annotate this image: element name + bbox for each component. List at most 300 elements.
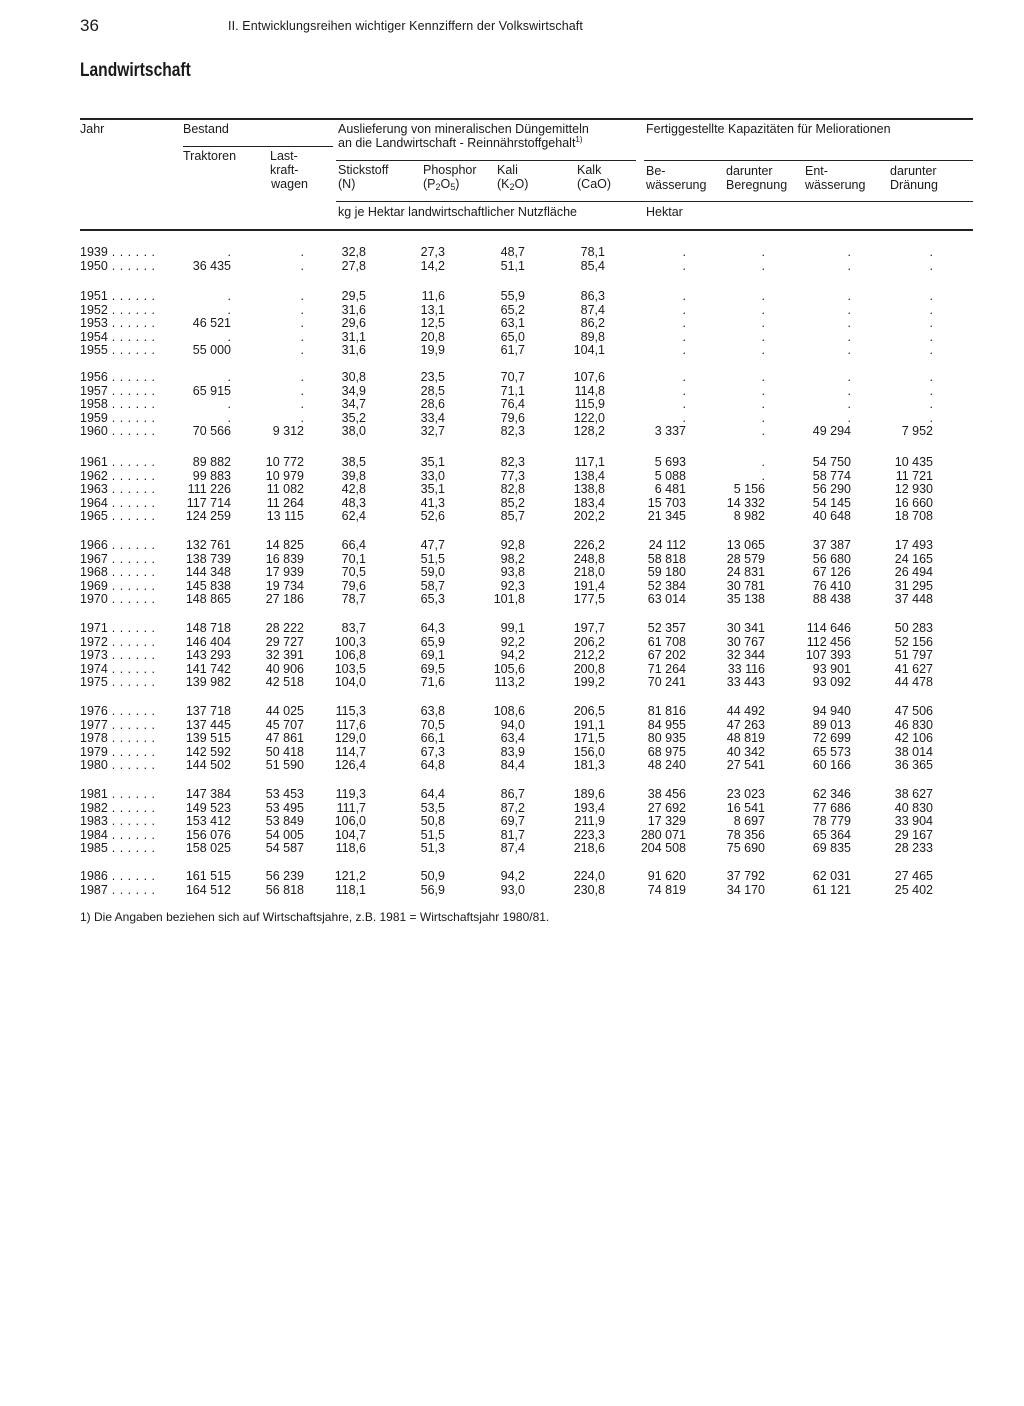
cell-draenung: 38 014 [894, 744, 933, 759]
cell-beregnung: . [761, 343, 765, 358]
cell-stickstoff: 29,6 [341, 316, 366, 331]
cell-entwaesserung: . [847, 245, 851, 259]
cell-draenung: 44 478 [894, 675, 933, 690]
row-year: 1983 . . . [80, 814, 158, 828]
row-year: 1987 . . . [80, 883, 158, 897]
cell-stickstoff: 100,3 [334, 634, 366, 649]
cell-kali: 51,1 [500, 258, 525, 273]
cell-stickstoff: 70,1 [341, 551, 366, 566]
cell-kali: 101,8 [493, 592, 525, 607]
cell-kalk: 89,8 [580, 329, 605, 344]
cell-lastkraftwagen: 17 939 [265, 565, 304, 580]
cell-beregnung: 44 492 [726, 704, 765, 718]
cell-traktoren: 147 384 [185, 787, 231, 801]
cell-bewaesserung: . [682, 343, 686, 358]
cell-kalk: 114,8 [574, 383, 605, 398]
cell-entwaesserung: 49 294 [812, 424, 851, 439]
cell-stickstoff: 118,1 [335, 882, 366, 897]
cell-traktoren: 143 293 [185, 648, 231, 663]
cell-kali: 94,0 [500, 717, 525, 732]
cell-kalk: 197,7 [573, 621, 605, 635]
cell-lastkraftwagen: 50 418 [265, 744, 304, 759]
table-row [0, 662, 1024, 676]
unit-duenger: kg je Hektar landwirtschaftlicher Nutzfläche [338, 205, 577, 219]
table-row [0, 565, 1024, 579]
phosphor-sym-a: (P [423, 177, 436, 191]
cell-entwaesserung: 65 573 [812, 744, 851, 759]
row-year: 1968 . . . [80, 565, 158, 579]
cell-bewaesserung: 52 357 [647, 621, 686, 635]
cell-kali: 93,0 [500, 882, 525, 897]
cell-bewaesserung: 81 816 [647, 704, 686, 718]
section-title: Landwirtschaft [80, 60, 191, 81]
cell-kali: 82,3 [500, 424, 525, 439]
table-row [0, 592, 1024, 606]
row-year: 1954 . . . [80, 330, 158, 344]
cell-kali: 69,7 [500, 814, 525, 829]
cell-draenung: . [929, 245, 933, 259]
duenger-rule [336, 160, 636, 161]
row-year: 1985 . . . [80, 841, 158, 855]
cell-traktoren: 139 982 [185, 675, 231, 690]
phosphor-sym-b: O [440, 177, 451, 191]
cell-traktoren: 99 883 [192, 468, 231, 483]
cell-draenung: 38 627 [894, 787, 933, 801]
cell-bewaesserung: 52 384 [647, 578, 686, 593]
cell-entwaesserung: 40 648 [812, 509, 851, 524]
cell-phosphor: 11,6 [421, 289, 445, 303]
cell-entwaesserung: 78 779 [812, 814, 851, 829]
cell-bewaesserung: 204 508 [640, 841, 686, 856]
bewaesserung-line-1: Be- [646, 164, 666, 178]
stickstoff-label: Stickstoff [338, 163, 389, 177]
cell-phosphor: 35,1 [420, 455, 445, 469]
cell-lastkraftwagen: 56 818 [265, 882, 304, 897]
cell-lastkraftwagen: . [300, 245, 304, 259]
cell-traktoren: 141 742 [185, 661, 231, 676]
cell-beregnung: . [761, 410, 765, 425]
cell-beregnung: . [761, 468, 765, 483]
cell-draenung: 31 295 [894, 578, 933, 593]
cell-draenung: 12 930 [894, 482, 933, 497]
cell-phosphor: 70,5 [420, 717, 445, 732]
col-head-draenung [890, 164, 938, 192]
cell-stickstoff: 103,5 [334, 661, 366, 676]
cell-stickstoff: 83,7 [341, 621, 366, 635]
table-row [0, 538, 1024, 552]
cell-kali: 94,2 [500, 869, 525, 883]
cell-bewaesserung: 21 345 [647, 509, 686, 524]
cell-traktoren: . [227, 289, 231, 303]
cell-traktoren: 117 714 [186, 495, 231, 510]
cell-kalk: 78,1 [580, 245, 605, 259]
cell-kali: 48,7 [500, 245, 525, 259]
row-year: 1978 . . . [80, 731, 158, 745]
cell-traktoren: 89 882 [192, 455, 231, 469]
col-head-lastkraftwagen [250, 149, 308, 191]
cell-entwaesserung: . [847, 370, 851, 384]
table-row [0, 343, 1024, 357]
cell-kalk: 211,9 [574, 814, 605, 829]
cell-phosphor: 64,3 [420, 621, 445, 635]
cell-kalk: 107,6 [573, 370, 605, 384]
cell-kalk: 206,5 [573, 704, 605, 718]
cell-traktoren: 111 226 [187, 482, 231, 497]
cell-beregnung: . [761, 370, 765, 384]
kali-label: Kali [497, 163, 518, 177]
cell-lastkraftwagen: 53 849 [265, 814, 304, 829]
cell-traktoren: 142 592 [185, 744, 231, 759]
row-year: 1970 . . . [80, 592, 158, 606]
cell-beregnung: . [761, 383, 765, 398]
cell-entwaesserung: . [847, 383, 851, 398]
cell-lastkraftwagen: 29 727 [265, 634, 304, 649]
cell-beregnung: 30 341 [726, 621, 765, 635]
cell-entwaesserung: 114 646 [806, 621, 851, 635]
stickstoff-symbol: (N) [338, 177, 356, 191]
row-year: 1956 . . . [80, 370, 158, 384]
cell-kalk: 202,2 [573, 509, 605, 524]
cell-entwaesserung: . [847, 258, 851, 273]
cell-beregnung: 8 697 [733, 814, 765, 829]
row-year: 1960 . . . [80, 424, 158, 438]
table-row [0, 828, 1024, 842]
cell-beregnung: . [761, 455, 765, 469]
beregnung-line-1: darunter [726, 164, 773, 178]
cell-traktoren: 138 739 [185, 551, 231, 566]
cell-lastkraftwagen: 32 391 [265, 648, 304, 663]
row-year: 1962 . . . [80, 469, 158, 483]
cell-bewaesserung: 48 240 [647, 758, 686, 773]
cell-stickstoff: 39,8 [341, 468, 366, 483]
cell-bewaesserung: 15 703 [647, 495, 686, 510]
cell-stickstoff: 31,6 [341, 302, 366, 317]
cell-beregnung: 23 023 [726, 787, 765, 801]
cell-lastkraftwagen: 56 239 [265, 869, 304, 883]
cell-draenung: 46 830 [894, 717, 933, 732]
table-row [0, 841, 1024, 855]
cell-entwaesserung: 61 121 [812, 882, 851, 897]
cell-draenung: . [929, 258, 933, 273]
cell-traktoren: 132 761 [185, 538, 231, 552]
cell-kali: 94,2 [500, 648, 525, 663]
cell-lastkraftwagen: 9 312 [272, 424, 304, 439]
cell-stickstoff: 29,5 [341, 289, 366, 303]
cell-traktoren: 124 259 [185, 509, 231, 524]
cell-lastkraftwagen: 27 186 [265, 592, 304, 607]
table-row [0, 482, 1024, 496]
row-year: 1966 . . . [80, 538, 158, 552]
phosphor-label: Phosphor [423, 163, 477, 177]
cell-stickstoff: 78,7 [341, 592, 366, 607]
cell-draenung: . [929, 383, 933, 398]
table-row [0, 869, 1024, 883]
cell-kalk: 115,9 [574, 397, 605, 412]
cell-kali: 85,7 [500, 509, 525, 524]
cell-bewaesserung: 5 088 [654, 468, 686, 483]
table-row [0, 758, 1024, 772]
row-year: 1982 . . . [80, 801, 158, 815]
row-year: 1986 . . . [80, 869, 158, 883]
cell-bewaesserung: 6 481 [654, 482, 686, 497]
row-year: 1984 . . . [80, 828, 158, 842]
cell-phosphor: 50,9 [420, 869, 445, 883]
table-row [0, 469, 1024, 483]
col-head-beregnung [726, 164, 787, 192]
table-row [0, 635, 1024, 649]
cell-bewaesserung: . [682, 245, 686, 259]
cell-kalk: 181,3 [573, 758, 605, 773]
cell-beregnung: 48 819 [726, 731, 765, 746]
row-year: 1963 . . . [80, 482, 158, 496]
cell-kalk: 226,2 [573, 538, 605, 552]
cell-kali: 105,6 [493, 661, 525, 676]
cell-draenung: 33 904 [894, 814, 933, 829]
cell-lastkraftwagen: 45 707 [265, 717, 304, 732]
col-head-bestand: Bestand [183, 122, 229, 136]
cell-beregnung: 27 541 [726, 758, 765, 773]
cell-beregnung: . [761, 245, 765, 259]
kali-symbol [497, 177, 528, 191]
cell-phosphor: 28,5 [420, 383, 445, 398]
cell-traktoren: . [227, 410, 231, 425]
cell-kalk: 206,2 [573, 634, 605, 649]
cell-draenung: . [929, 370, 933, 384]
cell-beregnung: . [761, 316, 765, 331]
cell-beregnung: 13 065 [726, 538, 765, 552]
lastkraftwagen-line-1: Last- [270, 149, 298, 163]
cell-stickstoff: 31,1 [341, 329, 366, 344]
cell-beregnung: 75 690 [726, 841, 765, 856]
cell-phosphor: 63,8 [420, 704, 445, 718]
cell-entwaesserung: 60 166 [812, 758, 851, 773]
col-head-traktoren: Traktoren [183, 149, 237, 163]
col-head-jahr: Jahr [80, 122, 105, 136]
cell-phosphor: 69,1 [420, 648, 445, 663]
cell-beregnung: 35 138 [726, 592, 765, 607]
cell-phosphor: 65,3 [420, 592, 445, 607]
table-row [0, 704, 1024, 718]
table-row [0, 814, 1024, 828]
cell-kali: 81,7 [500, 827, 525, 842]
lastkraftwagen-line-3: wagen [271, 177, 308, 191]
cell-traktoren: 144 502 [185, 758, 231, 773]
cell-draenung: 37 448 [894, 592, 933, 607]
cell-lastkraftwagen: 11 082 [266, 482, 304, 497]
lastkraftwagen-line-2: kraft- [270, 163, 299, 177]
row-year: 1974 . . . [80, 662, 158, 676]
cell-beregnung: 30 781 [726, 578, 765, 593]
cell-stickstoff: 62,4 [341, 509, 366, 524]
cell-lastkraftwagen: 53 453 [265, 787, 304, 801]
cell-entwaesserung: 56 290 [812, 482, 851, 497]
table-row [0, 648, 1024, 662]
cell-bewaesserung: 61 708 [647, 634, 686, 649]
cell-beregnung: 24 831 [726, 565, 765, 580]
cell-phosphor: 32,7 [420, 424, 445, 439]
cell-kali: 85,2 [500, 495, 525, 510]
cell-beregnung: 33 116 [727, 661, 765, 676]
cell-traktoren: 137 718 [185, 704, 231, 718]
cell-phosphor: 23,5 [420, 370, 445, 384]
cell-beregnung: 40 342 [726, 744, 765, 759]
table-row [0, 455, 1024, 469]
cell-beregnung: 16 541 [726, 800, 765, 815]
cell-kalk: 191,1 [573, 717, 605, 732]
table-row [0, 731, 1024, 745]
cell-traktoren: . [227, 397, 231, 412]
cell-draenung: 41 627 [894, 661, 933, 676]
cell-bewaesserung: . [682, 329, 686, 344]
cell-traktoren: 148 865 [185, 592, 231, 607]
cell-beregnung: 33 443 [726, 675, 765, 690]
cell-draenung: . [929, 329, 933, 344]
table-row [0, 316, 1024, 330]
cell-traktoren: 55 000 [192, 343, 231, 358]
cell-lastkraftwagen: 10 772 [265, 455, 304, 469]
cell-draenung: 17 493 [894, 538, 933, 552]
cell-beregnung: . [761, 258, 765, 273]
cell-bewaesserung: 84 955 [647, 717, 686, 732]
table-row [0, 496, 1024, 510]
row-year: 1958 . . . [80, 397, 158, 411]
row-year: 1961 . . . [80, 455, 158, 469]
cell-bewaesserung: 74 819 [647, 882, 686, 897]
cell-draenung: 40 830 [894, 800, 933, 815]
cell-kali: 63,4 [500, 731, 525, 746]
cell-phosphor: 64,8 [420, 758, 445, 773]
cell-kali: 79,6 [500, 410, 525, 425]
cell-kali: 86,7 [500, 787, 525, 801]
cell-lastkraftwagen: . [300, 410, 304, 425]
cell-stickstoff: 121,2 [334, 869, 366, 883]
cell-traktoren: 156 076 [185, 827, 231, 842]
cell-entwaesserung: 62 346 [812, 787, 851, 801]
cell-traktoren: 145 838 [185, 578, 231, 593]
cell-kali: 83,9 [500, 744, 525, 759]
cell-bewaesserung: . [682, 370, 686, 384]
cell-kali: 92,2 [500, 634, 525, 649]
cell-kali: 99,1 [500, 621, 525, 635]
cell-phosphor: 19,9 [420, 343, 445, 358]
cell-entwaesserung: 69 835 [812, 841, 851, 856]
cell-lastkraftwagen: . [300, 343, 304, 358]
table-row [0, 621, 1024, 635]
cell-draenung: . [929, 343, 933, 358]
cell-bewaesserung: . [682, 289, 686, 303]
cell-phosphor: 66,1 [420, 731, 445, 746]
table-row [0, 745, 1024, 759]
cell-kali: 92,8 [500, 538, 525, 552]
cell-entwaesserung: 76 410 [812, 578, 851, 593]
cell-draenung: 50 283 [894, 621, 933, 635]
cell-phosphor: 69,5 [420, 661, 445, 676]
cell-kali: 98,2 [500, 551, 525, 566]
cell-bewaesserung: 91 620 [647, 869, 686, 883]
draenung-line-2: Dränung [890, 178, 938, 192]
cell-traktoren: 164 512 [185, 882, 231, 897]
cell-traktoren: 65 915 [192, 383, 231, 398]
cell-bewaesserung: . [682, 258, 686, 273]
cell-traktoren: 137 445 [185, 717, 231, 732]
cell-kalk: 117,1 [574, 455, 605, 469]
cell-phosphor: 51,3 [420, 841, 445, 856]
cell-phosphor: 35,1 [420, 482, 445, 497]
cell-entwaesserung: . [847, 316, 851, 331]
cell-lastkraftwagen: . [300, 370, 304, 384]
cell-kali: 65,2 [500, 302, 525, 317]
table-top-rule [80, 118, 973, 120]
cell-stickstoff: 106,8 [334, 648, 366, 663]
cell-beregnung: . [761, 302, 765, 317]
cell-lastkraftwagen: . [300, 258, 304, 273]
cell-stickstoff: 66,4 [341, 538, 366, 552]
cell-stickstoff: 42,8 [341, 482, 366, 497]
cell-bewaesserung: 71 264 [647, 661, 686, 676]
kali-sym-a: (K [497, 177, 510, 191]
unit-rule [336, 201, 973, 202]
cell-draenung: 18 708 [894, 509, 933, 524]
page-number: 36 [80, 16, 99, 35]
cell-entwaesserung: 93 092 [812, 675, 851, 690]
cell-beregnung: 30 767 [726, 634, 765, 649]
cell-traktoren: 146 404 [185, 634, 231, 649]
cell-kali: 77,3 [500, 468, 525, 483]
row-year: 1967 . . . [80, 552, 158, 566]
table-row [0, 509, 1024, 523]
cell-stickstoff: 48,3 [341, 495, 366, 510]
cell-beregnung: 34 170 [726, 882, 765, 897]
cell-entwaesserung: . [847, 302, 851, 317]
cell-entwaesserung: 88 438 [812, 592, 851, 607]
cell-entwaesserung: 94 940 [812, 704, 851, 718]
row-year: 1972 . . . [80, 635, 158, 649]
cell-entwaesserung: . [847, 343, 851, 358]
cell-lastkraftwagen: . [300, 397, 304, 412]
row-year: 1959 . . . [80, 411, 158, 425]
cell-kalk: 122,0 [573, 410, 605, 425]
cell-lastkraftwagen: . [300, 289, 304, 303]
cell-phosphor: 56,9 [420, 882, 445, 897]
cell-draenung: 27 465 [894, 869, 933, 883]
cell-traktoren: 149 523 [185, 800, 231, 815]
cell-stickstoff: 70,5 [341, 565, 366, 580]
cell-stickstoff: 126,4 [334, 758, 366, 773]
cell-draenung: . [929, 410, 933, 425]
cell-draenung: 11 721 [895, 468, 933, 483]
cell-traktoren: 161 515 [185, 869, 231, 883]
cell-stickstoff: 32,8 [341, 245, 366, 259]
cell-beregnung: 5 156 [733, 482, 765, 497]
cell-traktoren: . [227, 329, 231, 344]
cell-draenung: 47 506 [894, 704, 933, 718]
cell-lastkraftwagen: 14 825 [265, 538, 304, 552]
cell-lastkraftwagen: 19 734 [265, 578, 304, 593]
entwaesserung-line-2: wässerung [805, 178, 866, 192]
cell-bewaesserung: 63 014 [647, 592, 686, 607]
cell-entwaesserung: 54 750 [812, 455, 851, 469]
row-year: 1939 . . . [80, 245, 158, 259]
cell-kalk: 87,4 [580, 302, 605, 317]
cell-beregnung: 78 356 [726, 827, 765, 842]
cell-entwaesserung: . [847, 329, 851, 344]
kali-sub: 2 [509, 182, 515, 192]
cell-draenung: 52 156 [894, 634, 933, 649]
cell-phosphor: 59,0 [420, 565, 445, 580]
melioration-rule [644, 160, 973, 161]
cell-bewaesserung: . [682, 410, 686, 425]
footnote-ref: 1) [575, 135, 583, 144]
